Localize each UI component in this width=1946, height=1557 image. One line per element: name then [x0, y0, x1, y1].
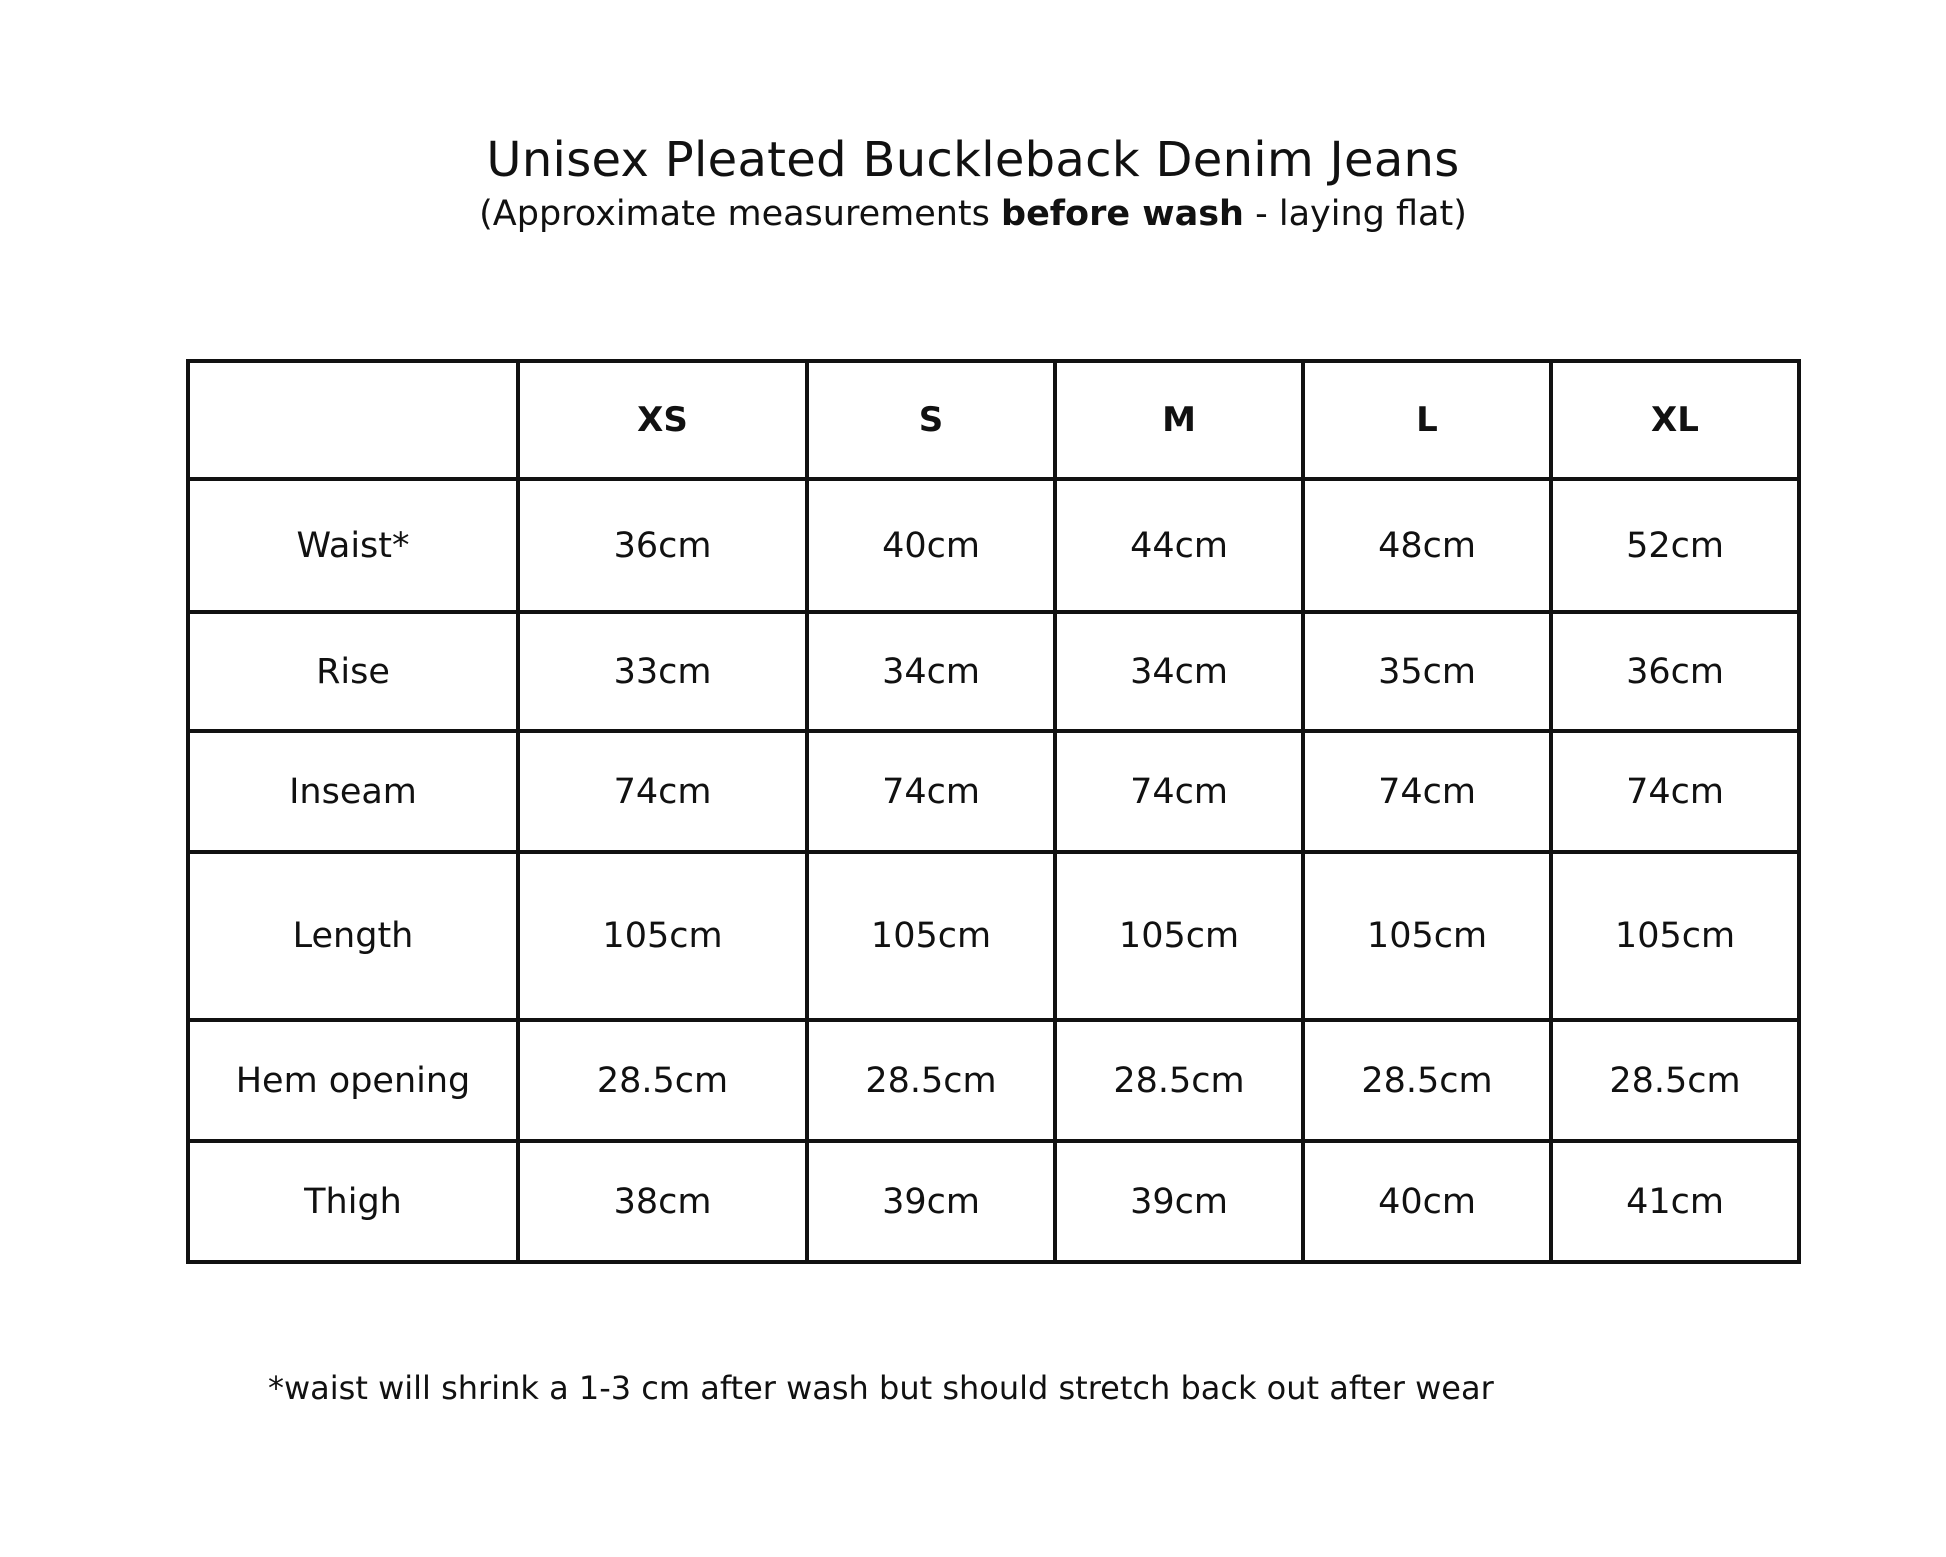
table-cell: 48cm [1303, 479, 1551, 612]
table-cell: 52cm [1551, 479, 1799, 612]
column-header-m: M [1055, 361, 1303, 479]
table-cell: 74cm [1055, 731, 1303, 852]
table-cell: 28.5cm [1055, 1020, 1303, 1141]
table-row-thigh [188, 1141, 1799, 1262]
table-cell: 28.5cm [518, 1020, 807, 1141]
table-row-length [188, 852, 1799, 1020]
row-label-thigh: Thigh [188, 1141, 518, 1262]
column-header-xl: XL [1551, 361, 1799, 479]
table-cell: 36cm [1551, 612, 1799, 731]
subtitle-prefix: (Approximate measurements [479, 194, 1002, 234]
table-cell: 28.5cm [807, 1020, 1055, 1141]
table-cell: 33cm [518, 612, 807, 731]
corner-cell [188, 361, 518, 479]
row-label-length: Length [188, 852, 518, 1020]
table-cell: 36cm [518, 479, 807, 612]
row-label-hem-opening: Hem opening [188, 1020, 518, 1141]
table-cell: 74cm [1303, 731, 1551, 852]
page-title: Unisex Pleated Buckleback Denim Jeans [486, 132, 1460, 188]
table-cell: 40cm [807, 479, 1055, 612]
table-cell: 105cm [807, 852, 1055, 1020]
column-header-xs: XS [518, 361, 807, 479]
table-cell: 28.5cm [1551, 1020, 1799, 1141]
footnote: *waist will shrink a 1-3 cm after wash but should stretch back out after wear [268, 1369, 1494, 1407]
column-header-s: S [807, 361, 1055, 479]
table-cell: 41cm [1551, 1141, 1799, 1262]
table-row-rise [188, 612, 1799, 731]
page-subtitle [0, 190, 1946, 238]
table-cell: 105cm [1055, 852, 1303, 1020]
table-cell: 39cm [1055, 1141, 1303, 1262]
table-cell: 74cm [518, 731, 807, 852]
table-row-waist [188, 479, 1799, 612]
table-cell: 34cm [807, 612, 1055, 731]
table-cell: 40cm [1303, 1141, 1551, 1262]
table-row-inseam [188, 731, 1799, 852]
row-label-rise: Rise [188, 612, 518, 731]
table-cell: 38cm [518, 1141, 807, 1262]
table-header-row [188, 361, 1799, 479]
subtitle-suffix: - laying flat) [1243, 194, 1467, 234]
size-chart-table [186, 359, 1801, 1264]
table-cell: 74cm [1551, 731, 1799, 852]
column-header-l: L [1303, 361, 1551, 479]
row-label-waist: Waist* [188, 479, 518, 612]
subtitle-emphasis: before wash [1001, 194, 1244, 234]
table-cell: 39cm [807, 1141, 1055, 1262]
table-cell: 105cm [518, 852, 807, 1020]
table-row-hem-opening [188, 1020, 1799, 1141]
table-cell: 74cm [807, 731, 1055, 852]
table-cell: 105cm [1551, 852, 1799, 1020]
table-cell: 34cm [1055, 612, 1303, 731]
table-cell: 35cm [1303, 612, 1551, 731]
table-cell: 28.5cm [1303, 1020, 1551, 1141]
table-cell: 105cm [1303, 852, 1551, 1020]
table-cell: 44cm [1055, 479, 1303, 612]
row-label-inseam: Inseam [188, 731, 518, 852]
